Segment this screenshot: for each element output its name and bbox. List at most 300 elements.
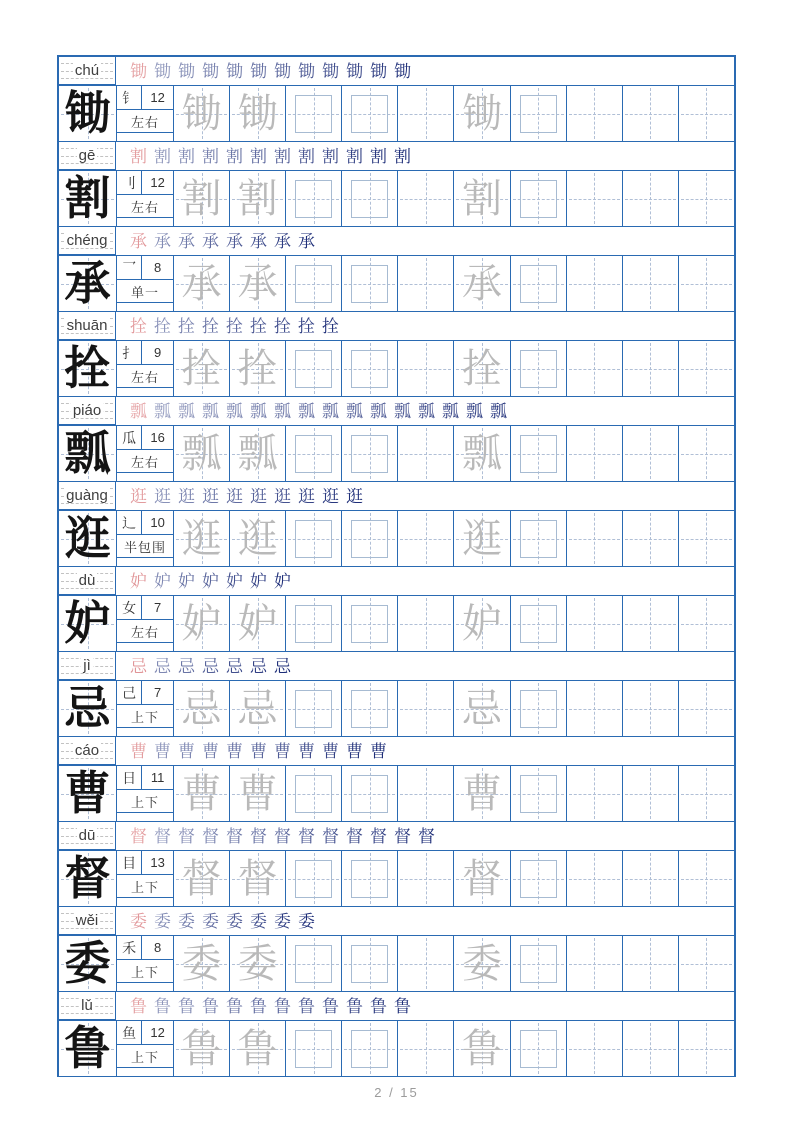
stroke-count: 12 [150,1025,165,1040]
grid-center-line [625,199,676,200]
empty-outline-box [295,180,332,218]
character-info-cell [116,596,173,651]
pinyin-cell [59,312,116,340]
stroke-order-step: 瓢 [442,401,459,421]
practice-cell [510,171,566,226]
stroke-order-step: 逛 [202,486,219,506]
character-info-cell [116,86,173,141]
character-info-box [117,1021,173,1068]
practice-cell [678,341,734,396]
pinyin-stroke-strip [59,397,734,425]
empty-outline-box [295,265,332,303]
empty-outline-box [351,180,388,218]
empty-outline-box [295,945,332,983]
structure-label: 上下 [117,705,173,728]
grid-center-line [569,624,620,625]
practice-cell [173,511,229,566]
grid-center-line [400,284,451,285]
practice-cell [510,426,566,481]
grid-center-line [400,794,451,795]
stroke-count: 12 [150,90,165,105]
stroke-order-step: 拴 [202,316,219,336]
stroke-order-step: 忌 [202,656,219,676]
stroke-order-step: 割 [322,146,339,166]
stroke-count: 13 [150,855,165,870]
practice-cell [678,936,734,991]
practice-cell [285,426,341,481]
practice-cell [622,256,678,311]
trace-character: 逛 [181,515,222,561]
empty-outline-box [520,520,557,558]
empty-outline-box [520,180,557,218]
stroke-count: 8 [153,940,162,955]
grid-center-line [569,879,620,880]
stroke-order-step: 妒 [226,571,243,591]
stroke-order-sequence [116,652,734,680]
character-row-block [59,142,734,227]
practice-cell [397,426,453,481]
stroke-order-step: 曹 [130,741,147,761]
pinyin-stroke-strip [59,652,734,680]
main-character: 锄 [64,87,111,139]
empty-outline-box [351,265,388,303]
character-info-box [117,681,173,728]
stroke-order-step: 忌 [178,656,195,676]
practice-cell [622,511,678,566]
practice-cell [566,851,622,906]
trace-character: 逛 [237,515,278,561]
practice-cell [566,341,622,396]
trace-character: 妒 [181,600,222,646]
stroke-order-step: 拴 [322,316,339,336]
structure-label: 上下 [117,1045,173,1068]
stroke-order-step: 妒 [202,571,219,591]
structure-label: 上下 [117,875,173,898]
practice-cell [622,1021,678,1076]
pinyin-cell [59,57,116,85]
practice-cell [173,171,229,226]
stroke-order-step: 割 [346,146,363,166]
character-info-cell [116,851,173,906]
stroke-order-step: 拴 [274,316,291,336]
stroke-order-step: 拴 [298,316,315,336]
practice-cell [285,936,341,991]
grid-center-line [625,624,676,625]
trace-character: 曹 [237,770,278,816]
practice-cell [566,681,622,736]
trace-character: 逛 [462,515,503,561]
practice-cell [285,596,341,651]
practice-row [59,595,734,652]
character-info-box [117,171,173,218]
trace-character: 督 [181,855,222,901]
stroke-order-step: 锄 [346,61,363,81]
practice-cell [566,766,622,821]
practice-cell [453,511,509,566]
stroke-order-step: 督 [274,826,291,846]
trace-character: 忌 [181,685,222,731]
grid-center-line [681,369,732,370]
stroke-order-step: 曹 [250,741,267,761]
character-row-block [59,397,734,482]
grid-center-line [400,964,451,965]
stroke-order-step: 锄 [178,61,195,81]
structure-label: 左右 [117,365,173,388]
practice-cell [678,851,734,906]
character-info-box [117,936,173,983]
grid-center-line [569,454,620,455]
main-character: 妒 [64,597,111,649]
practice-cell [229,426,285,481]
pinyin-stroke-strip [59,482,734,510]
pinyin-label: guàng [66,487,108,504]
stroke-order-step: 督 [130,826,147,846]
stroke-order-step: 割 [250,146,267,166]
trace-character: 承 [462,260,503,306]
radical-label: 乛 [117,256,142,279]
stroke-order-step: 瓢 [466,401,483,421]
pinyin-label: lǔ [81,997,93,1014]
trace-character: 拴 [181,345,222,391]
empty-outline-box [295,605,332,643]
stroke-order-sequence [116,992,734,1020]
pinyin-cell [59,907,116,935]
stroke-order-step: 曹 [154,741,171,761]
grid-center-line [400,709,451,710]
pinyin-stroke-strip [59,57,734,85]
practice-cell [229,511,285,566]
stroke-order-step: 督 [298,826,315,846]
grid-center-line [625,114,676,115]
radical-label: 瓜 [117,426,142,449]
stroke-order-step: 鲁 [394,996,411,1016]
stroke-order-step: 鲁 [274,996,291,1016]
pinyin-cell [59,652,116,680]
main-character-cell [59,341,116,396]
main-character-cell [59,596,116,651]
pinyin-label: dù [78,572,96,589]
stroke-order-step: 拴 [130,316,147,336]
empty-outline-box [295,350,332,388]
structure-label: 半包围 [117,535,173,558]
stroke-order-step: 承 [226,231,243,251]
stroke-order-step: 锄 [370,61,387,81]
pinyin-label: chéng [66,232,108,249]
pinyin-cell [59,992,116,1020]
stroke-order-step: 委 [298,911,315,931]
stroke-order-step: 瓢 [154,401,171,421]
main-character-cell [59,766,116,821]
radical-label: 钅 [117,86,142,109]
practice-row [59,680,734,737]
practice-row [59,935,734,992]
grid-center-line [681,709,732,710]
main-character: 拴 [64,342,111,394]
trace-character: 割 [181,175,222,221]
pinyin-stroke-strip [59,567,734,595]
practice-cell [397,681,453,736]
practice-cell [397,936,453,991]
stroke-order-step: 曹 [322,741,339,761]
practice-row [59,340,734,397]
practice-cell [341,171,397,226]
radical-label: 己 [117,681,142,704]
structure-label: 左右 [117,110,173,133]
main-character-cell [59,1021,116,1076]
trace-character: 拴 [237,345,278,391]
stroke-order-step: 委 [250,911,267,931]
stroke-order-step: 忌 [130,656,147,676]
empty-outline-box [520,1030,557,1068]
practice-cell [229,596,285,651]
pinyin-cell [59,482,116,510]
practice-cell [341,596,397,651]
practice-cell [622,766,678,821]
stroke-order-step: 瓢 [250,401,267,421]
stroke-order-step: 承 [298,231,315,251]
trace-character: 曹 [462,770,503,816]
stroke-order-step: 督 [154,826,171,846]
practice-cell [678,426,734,481]
trace-character: 督 [462,855,503,901]
practice-cell [397,596,453,651]
grid-center-line [569,964,620,965]
main-character-cell [59,426,116,481]
practice-cell [341,426,397,481]
grid-center-line [400,454,451,455]
stroke-order-step: 妒 [154,571,171,591]
main-character: 委 [64,937,111,989]
grid-center-line [625,1049,676,1050]
grid-center-line [681,794,732,795]
main-character-cell [59,936,116,991]
practice-cell [285,681,341,736]
practice-cell [341,256,397,311]
character-row-block [59,737,734,822]
character-info-box [117,256,173,303]
radical-label: 日 [117,766,142,789]
stroke-order-step: 忌 [154,656,171,676]
stroke-order-step: 督 [394,826,411,846]
character-info-cell [116,1021,173,1076]
practice-cell [229,766,285,821]
empty-outline-box [520,945,557,983]
radical-label: 刂 [117,171,142,194]
practice-cell [341,511,397,566]
pinyin-label: piáo [72,402,102,419]
stroke-order-step: 瓢 [394,401,411,421]
stroke-order-step: 曹 [274,741,291,761]
practice-row [59,850,734,907]
stroke-order-step: 逛 [346,486,363,506]
stroke-order-step: 逛 [250,486,267,506]
main-character: 鲁 [64,1022,111,1074]
empty-outline-box [351,95,388,133]
stroke-order-step: 督 [226,826,243,846]
empty-outline-box [295,775,332,813]
character-info-box [117,596,173,643]
stroke-order-step: 锄 [202,61,219,81]
stroke-order-step: 瓢 [130,401,147,421]
stroke-order-step: 逛 [130,486,147,506]
grid-center-line [625,879,676,880]
character-info-cell [116,511,173,566]
empty-outline-box [295,95,332,133]
practice-cell [510,511,566,566]
character-info-box [117,511,173,558]
pinyin-cell [59,227,116,255]
practice-table [57,55,736,1077]
empty-outline-box [351,860,388,898]
trace-character: 鲁 [181,1025,222,1071]
stroke-order-step: 承 [154,231,171,251]
practice-cell [510,1021,566,1076]
pinyin-cell [59,397,116,425]
practice-cell [678,766,734,821]
character-row-block [59,57,734,142]
practice-cell [173,766,229,821]
trace-character: 曹 [181,770,222,816]
grid-center-line [625,369,676,370]
grid-center-line [681,624,732,625]
stroke-order-step: 妒 [250,571,267,591]
grid-center-line [681,1049,732,1050]
stroke-order-step: 曹 [178,741,195,761]
stroke-order-step: 曹 [346,741,363,761]
empty-outline-box [351,690,388,728]
radical-label: 禾 [117,936,142,959]
practice-cell [622,341,678,396]
practice-cell [341,936,397,991]
radical-label: 扌 [117,341,142,364]
stroke-order-step: 锄 [394,61,411,81]
stroke-count: 8 [153,260,162,275]
practice-cell [173,426,229,481]
character-info-cell [116,936,173,991]
grid-center-line [681,879,732,880]
character-info-box [117,341,173,388]
practice-cell [622,171,678,226]
pinyin-stroke-strip [59,737,734,765]
structure-label: 上下 [117,960,173,983]
character-row-block [59,567,734,652]
stroke-order-step: 委 [154,911,171,931]
empty-outline-box [520,95,557,133]
practice-cell [678,256,734,311]
stroke-order-step: 妒 [178,571,195,591]
practice-cell [453,936,509,991]
trace-character: 督 [237,855,278,901]
practice-cell [229,86,285,141]
stroke-order-step: 曹 [370,741,387,761]
stroke-order-step: 割 [298,146,315,166]
grid-center-line [625,539,676,540]
practice-cell [285,851,341,906]
grid-center-line [400,624,451,625]
practice-cell [173,86,229,141]
stroke-order-step: 瓢 [346,401,363,421]
practice-cell [173,341,229,396]
pinyin-stroke-strip [59,822,734,850]
pinyin-cell [59,142,116,170]
stroke-order-step: 曹 [226,741,243,761]
stroke-count: 11 [150,770,165,785]
practice-cell [173,596,229,651]
stroke-order-step: 逛 [298,486,315,506]
stroke-order-step: 逛 [226,486,243,506]
practice-cell [510,681,566,736]
stroke-order-step: 督 [202,826,219,846]
practice-cell [285,511,341,566]
grid-center-line [400,369,451,370]
empty-outline-box [351,435,388,473]
practice-cell [453,681,509,736]
character-info-cell [116,681,173,736]
grid-center-line [681,284,732,285]
empty-outline-box [295,690,332,728]
practice-cell [453,1021,509,1076]
stroke-count: 12 [150,175,165,190]
structure-label: 上下 [117,790,173,813]
stroke-order-step: 锄 [298,61,315,81]
practice-cell [453,426,509,481]
grid-center-line [625,794,676,795]
practice-cell [566,426,622,481]
main-character: 瓢 [64,427,111,479]
stroke-order-step: 鲁 [298,996,315,1016]
character-row-block [59,907,734,992]
grid-center-line [681,539,732,540]
practice-cell [229,936,285,991]
stroke-order-step: 鲁 [178,996,195,1016]
practice-cell [285,1021,341,1076]
stroke-order-step: 忌 [226,656,243,676]
trace-character: 锄 [462,90,503,136]
practice-cell [397,256,453,311]
stroke-order-step: 忌 [250,656,267,676]
pinyin-stroke-strip [59,312,734,340]
practice-cell [341,681,397,736]
structure-label: 左右 [117,195,173,218]
practice-cell [622,851,678,906]
main-character: 逛 [64,512,111,564]
practice-cell [453,256,509,311]
character-info-cell [116,341,173,396]
grid-center-line [681,454,732,455]
practice-cell [341,766,397,821]
pinyin-cell [59,737,116,765]
stroke-order-step: 妒 [274,571,291,591]
trace-character: 瓢 [237,430,278,476]
stroke-order-sequence [116,907,734,935]
grid-center-line [400,1049,451,1050]
character-row-block [59,822,734,907]
stroke-order-step: 委 [178,911,195,931]
character-row-block [59,227,734,312]
grid-center-line [625,709,676,710]
grid-center-line [569,114,620,115]
character-row-block [59,652,734,737]
practice-cell [622,426,678,481]
practice-cell [341,851,397,906]
empty-outline-box [351,520,388,558]
stroke-order-sequence [116,822,734,850]
empty-outline-box [520,435,557,473]
grid-center-line [625,454,676,455]
stroke-order-step: 鲁 [226,996,243,1016]
practice-cell [453,766,509,821]
practice-cell [341,86,397,141]
